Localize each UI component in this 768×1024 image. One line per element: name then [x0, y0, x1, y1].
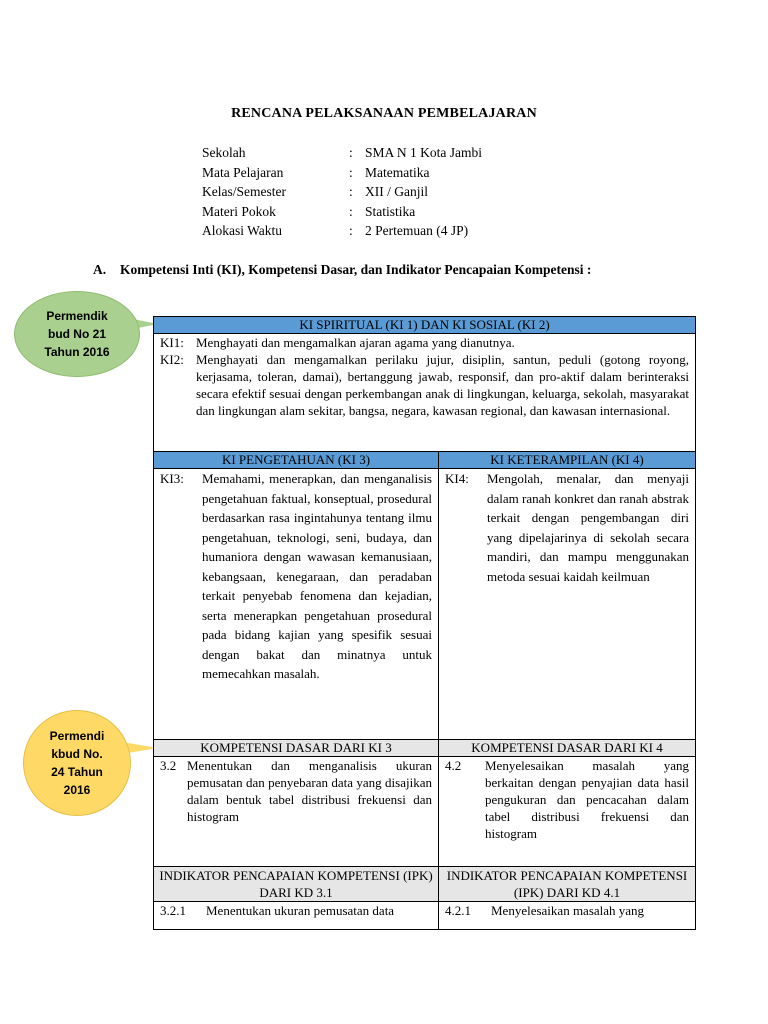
ipk3-cell: [154, 902, 439, 930]
green-callout-note: [14, 291, 140, 377]
ki4-header: KI KETERAMPILAN (KI 4): [439, 452, 696, 469]
info-key: Alokasi Waktu: [202, 223, 283, 238]
ipk3-text: Menentukan ukuran pemusatan data: [206, 903, 395, 918]
kd4-header: KOMPETENSI DASAR DARI KI 4: [439, 740, 696, 757]
ki3-item: [154, 469, 438, 684]
ipk4-cell: [439, 902, 696, 930]
ipk3-item: [154, 902, 438, 919]
kd3-label: 3.2: [160, 758, 177, 773]
note-line: Tahun 2016: [44, 345, 110, 359]
ki1-label: KI1:: [160, 335, 184, 350]
ipk4-text: Menyelesaikan masalah yang: [491, 903, 645, 918]
info-colon: :: [349, 184, 353, 199]
ki4-item: [439, 469, 695, 586]
note-line: 24 Tahun: [51, 765, 103, 779]
ki-spiritual-header: KI SPIRITUAL (KI 1) DAN KI SOSIAL (KI 2): [154, 317, 696, 334]
kd3-header: KOMPETENSI DASAR DARI KI 3: [154, 740, 439, 757]
info-value: Matematika: [365, 164, 430, 180]
info-key: Sekolah: [202, 145, 246, 160]
document-title: RENCANA PELAKSANAAN PEMBELAJARAN: [231, 106, 537, 121]
info-value: SMA N 1 Kota Jambi: [365, 145, 483, 160]
note-line: Permendi: [49, 729, 105, 743]
kd4-label: 4.2: [445, 758, 462, 773]
competency-table: [153, 316, 696, 930]
ki1-item: [154, 334, 695, 351]
ki4-label: KI4:: [445, 471, 469, 486]
ki3-text: Memahami, menerapkan, dan menganalisis pengetahuan faktual, konseptual, prosedural berdasarkan rasa ingintahunya tentang ilmu pengetahuan, teknologi, seni, budaya, dan humaniora dengan wawasan kemanusiaan, kebangsaan, kenegaraan, dan peradaban terkait penyebab fenomena dan kejadian, serta menerapkan pengetahuan prosedural pada bidang kajian yang spesifik sesuai dengan bakat dan minatnya untuk memecahkan masalah.: [202, 471, 432, 681]
info-colon: :: [349, 223, 353, 238]
ipk4-header: INDIKATOR PENCAPAIAN KOMPETENSI (IPK) DARI KD 4.1: [439, 867, 696, 902]
info-row-materi-pokok: [202, 204, 482, 224]
ipk4-label: 4.2.1: [445, 903, 471, 918]
section-letter: A.: [93, 262, 107, 277]
ki3-header: KI PENGETAHUAN (KI 3): [154, 452, 439, 469]
ki1-text: Menghayati dan mengamalkan ajaran agama yang dianutnya.: [196, 335, 515, 350]
note-line: 2016: [63, 783, 91, 797]
yellow-callout-note: [23, 710, 131, 816]
ipk4-item: [439, 902, 695, 919]
info-row-alokasi-waktu: [202, 223, 482, 243]
ki2-item: [154, 351, 695, 419]
ki2-label: KI2:: [160, 352, 184, 367]
ki3-cell: [154, 469, 439, 740]
kd3-item: [154, 757, 438, 825]
note-line: bud No 21: [47, 327, 106, 341]
note-line: kbud No.: [51, 747, 103, 761]
ki4-cell: [439, 469, 696, 740]
kd4-item: [439, 757, 695, 842]
info-colon: :: [349, 203, 353, 219]
ki2-text: Menghayati dan mengamalkan perilaku jujur, disiplin, santun, peduli (gotong royong, kerjasama, toleran, damai), bertanggung jawab, responsif, dan pro-aktif dalam berinteraksi secara efektif sesuai dengan perkembangan anak di lingkungan, keluarga, sekolah, masyarakat dan lingkungan alam sekitar, bangsa, negara, kawasan regional, dan kawasan internasional.: [196, 352, 689, 418]
info-row-sekolah: [202, 145, 482, 165]
info-key: Mata Pelajaran: [202, 164, 284, 180]
info-value: XII / Ganjil: [365, 184, 428, 199]
kd4-text: Menyelesaikan masalah yang berkaitan dengan penyajian data hasil pengukuran dan pencacahan dalam tabel distribusi frekuensi dan histogram: [485, 758, 689, 841]
ipk3-label: 3.2.1: [160, 903, 186, 918]
kd4-cell: [439, 757, 696, 867]
info-key: Materi Pokok: [202, 203, 276, 219]
info-colon: :: [349, 164, 353, 180]
info-value: Statistika: [365, 203, 416, 219]
info-value: 2 Pertemuan (4 JP): [365, 223, 469, 238]
kd3-text: Menentukan dan menganalisis ukuran pemusatan dan penyebaran data yang disajikan dalam bentuk tabel distribusi frekuensi dan histogram: [187, 758, 432, 824]
info-row-mata-pelajaran: [202, 165, 482, 185]
ipk3-header: INDIKATOR PENCAPAIAN KOMPETENSI (IPK) DARI KD 3.1: [154, 867, 439, 902]
ki4-text: Mengolah, menalar, dan menyaji dalam ranah konkret dan ranah abstrak terkait dengan pengembangan diri yang dipelajarinya di sekolah secara mandiri, dan mampu menggunakan metoda sesuai kaidah keilmuan: [487, 471, 689, 584]
info-colon: :: [349, 145, 353, 160]
section-a-heading: [93, 262, 591, 278]
section-text: Kompetensi Inti (KI), Kompetensi Dasar, dan Indikator Pencapaian Kompetensi :: [120, 262, 592, 277]
ki-spiritual-cell: [154, 334, 696, 452]
info-row-kelas-semester: [202, 184, 482, 204]
info-key: Kelas/Semester: [202, 184, 286, 199]
ki3-label: KI3:: [160, 471, 184, 486]
note-line: Permendik: [46, 309, 108, 323]
kd3-cell: [154, 757, 439, 867]
identity-block: [202, 145, 482, 243]
